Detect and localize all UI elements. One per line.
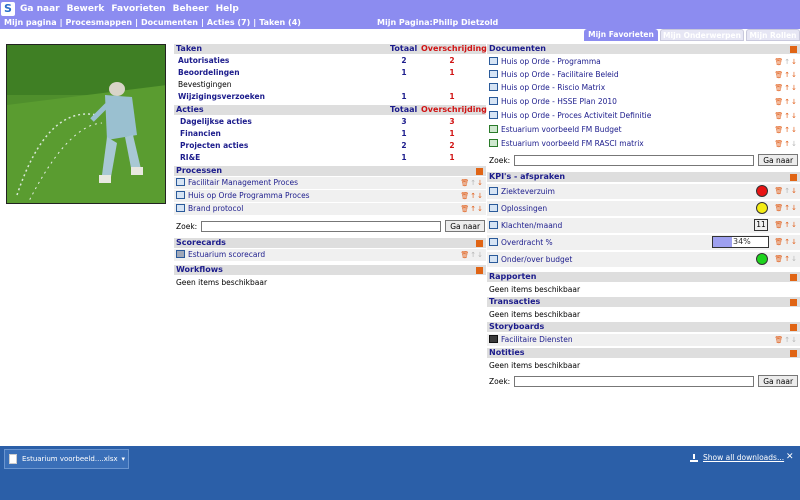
trash-icon[interactable]: 🗑 (460, 179, 471, 187)
flag-icon[interactable] (476, 168, 483, 175)
taken-totaal: 1 (401, 92, 407, 101)
trash-icon[interactable]: 🗑 (774, 71, 785, 79)
taken-row (174, 79, 486, 91)
move-down-icon[interactable]: ↓ (477, 251, 484, 259)
trash-icon[interactable]: 🗑 (774, 187, 785, 195)
document-item[interactable] (487, 110, 800, 122)
trash-icon[interactable]: 🗑 (774, 204, 785, 212)
storyboard-icon (489, 335, 498, 343)
notities-header (487, 348, 800, 358)
taken-row[interactable] (174, 91, 486, 103)
taken-overschrijding: 2 (449, 56, 455, 65)
storyboard-item[interactable] (487, 334, 800, 346)
acties-label[interactable]: Financien (180, 129, 221, 138)
taken-label[interactable]: Beoordelingen (178, 68, 240, 77)
taken-overschrijding: 1 (449, 92, 455, 101)
download-item[interactable] (4, 449, 129, 469)
scorecard-link[interactable]: Estuarium scorecard (188, 250, 266, 259)
item-controls[interactable] (460, 177, 484, 189)
move-up-icon[interactable]: ↑ (784, 187, 792, 195)
subnav-taken[interactable]: Taken (4) (259, 18, 301, 27)
subnav-separator: | (59, 18, 63, 27)
menu-bewerk[interactable]: Bewerk (66, 3, 105, 14)
spreadsheet-icon (489, 125, 498, 133)
storyboard-link[interactable]: Facilitaire Diensten (501, 335, 573, 344)
document-link[interactable]: Huis op Orde - Programma (501, 57, 601, 66)
workflows-title: Workflows (176, 265, 223, 274)
trash-icon[interactable]: 🗑 (460, 205, 471, 213)
app-logo-icon: S (1, 2, 15, 16)
move-up-icon[interactable]: ↑ (784, 126, 792, 134)
move-up-icon[interactable]: ↑ (784, 336, 792, 344)
document-item[interactable] (487, 124, 800, 136)
move-down-icon[interactable]: ↓ (791, 98, 798, 106)
taken-totaal: 2 (401, 56, 407, 65)
move-down-icon[interactable]: ↓ (791, 58, 798, 66)
search-right (489, 374, 798, 388)
acties-row[interactable] (174, 152, 486, 164)
progress-bar (712, 236, 769, 248)
scorecards-title: Scorecards (176, 238, 226, 247)
move-up-icon[interactable]: ↑ (784, 98, 792, 106)
acties-label[interactable]: RI&E (180, 153, 201, 162)
menu-favorieten[interactable]: Favorieten (111, 3, 166, 14)
close-icon[interactable]: ✕ (786, 452, 794, 462)
storyboards-header (487, 322, 800, 332)
transacties-header (487, 297, 800, 307)
document-link[interactable]: Huis op Orde - HSSE Plan 2010 (501, 97, 617, 106)
move-down-icon[interactable]: ↓ (791, 84, 798, 92)
processen-title: Processen (176, 166, 223, 175)
scorecard-icon (176, 250, 185, 258)
move-up-icon[interactable]: ↑ (784, 140, 792, 148)
document-icon (489, 70, 498, 78)
move-down-icon[interactable]: ↓ (791, 336, 798, 344)
item-controls[interactable] (774, 138, 798, 150)
trash-icon[interactable]: 🗑 (774, 112, 785, 120)
process-icon (176, 204, 185, 212)
move-down-icon[interactable]: ↓ (791, 112, 798, 120)
flag-icon[interactable] (790, 350, 797, 357)
trash-icon[interactable]: 🗑 (774, 140, 785, 148)
item-controls[interactable] (460, 203, 484, 215)
flag-icon[interactable] (790, 274, 797, 281)
notities-title: Notities (489, 348, 525, 357)
item-controls[interactable] (774, 184, 798, 199)
kpi-link[interactable]: Ziekteverzuim (501, 187, 555, 196)
kpi-link[interactable]: Klachten/maand (501, 221, 563, 230)
kpi-item[interactable] (487, 218, 800, 233)
item-controls[interactable] (774, 96, 798, 108)
process-link[interactable]: Huis op Orde Programma Proces (188, 191, 310, 200)
spreadsheet-icon (489, 139, 498, 147)
subnav-links (4, 18, 301, 27)
scorecards-header (174, 238, 486, 248)
document-link[interactable]: Huis op Orde - Proces Activiteit Definitie (501, 111, 652, 120)
processen-header (174, 166, 486, 176)
taken-totaal: 1 (401, 68, 407, 77)
item-controls[interactable] (774, 82, 798, 94)
document-icon (489, 111, 498, 119)
download-filename[interactable]: Estuarium voorbeeld....xlsx (22, 455, 118, 463)
kpi-link[interactable]: Oplossingen (501, 204, 548, 213)
move-up-icon[interactable]: ↑ (784, 238, 792, 246)
acties-header (174, 105, 486, 115)
acties-totaal: 1 (401, 129, 407, 138)
process-icon (176, 178, 185, 186)
acties-overschrijding: 1 (449, 129, 455, 138)
rapporten-title: Rapporten (489, 272, 537, 281)
move-up-icon[interactable]: ↑ (784, 255, 792, 263)
move-up-icon[interactable]: ↑ (784, 204, 792, 212)
trash-icon[interactable]: 🗑 (774, 238, 785, 246)
flag-icon[interactable] (790, 174, 797, 181)
tab-mijn-rollen[interactable]: Mijn Rollen (746, 29, 800, 41)
kpi-icon (489, 204, 498, 212)
move-up-icon[interactable]: ↑ (470, 192, 478, 200)
tab-row (0, 29, 800, 41)
move-down-icon[interactable]: ↓ (477, 205, 484, 213)
kpi-item[interactable] (487, 184, 800, 199)
move-up-icon[interactable]: ↑ (784, 112, 792, 120)
menu-help[interactable]: Help (215, 3, 239, 14)
search-go-button[interactable]: Ga naar (445, 220, 485, 232)
chevron-down-icon[interactable]: ▾ (121, 455, 125, 463)
subnav-documenten[interactable]: Documenten (141, 18, 198, 27)
taken-label: Bevestigingen (178, 80, 232, 89)
search-input[interactable] (201, 221, 441, 232)
search-input[interactable] (514, 155, 754, 166)
document-item[interactable] (487, 69, 800, 81)
taken-label[interactable]: Autorisaties (178, 56, 230, 65)
show-all-downloads-link[interactable]: Show all downloads... (703, 453, 785, 462)
item-controls[interactable] (774, 110, 798, 122)
document-link[interactable]: Huis op Orde - Riscio Matrix (501, 83, 606, 92)
subnav-separator: | (253, 18, 257, 27)
trash-icon[interactable]: 🗑 (774, 84, 785, 92)
flag-icon[interactable] (790, 46, 797, 53)
kpi-title: KPI's - afspraken (489, 172, 566, 181)
process-link[interactable]: Facilitair Management Proces (188, 178, 299, 187)
item-controls[interactable] (460, 249, 484, 261)
move-down-icon[interactable]: ↓ (791, 221, 798, 229)
acties-overschrijding: 1 (449, 153, 455, 162)
acties-row[interactable] (174, 140, 486, 152)
search-left (176, 219, 485, 233)
taken-label[interactable]: Wijzigingsverzoeken (178, 92, 265, 101)
transacties-empty: Geen items beschikbaar (489, 310, 581, 319)
documenten-header (487, 44, 800, 54)
move-down-icon[interactable]: ↓ (477, 179, 484, 187)
search-go-button[interactable]: Ga naar (758, 375, 798, 387)
kpi-icon (489, 221, 498, 229)
item-controls[interactable] (774, 69, 798, 81)
acties-totaal: 1 (401, 153, 407, 162)
move-up-icon[interactable]: ↑ (470, 251, 478, 259)
workflows-empty: Geen items beschikbaar (176, 278, 268, 287)
download-icon (690, 454, 698, 462)
move-up-icon[interactable]: ↑ (784, 221, 792, 229)
acties-row[interactable] (174, 116, 486, 128)
flag-icon[interactable] (790, 299, 797, 306)
search-input[interactable] (514, 376, 754, 387)
move-down-icon[interactable]: ↓ (791, 140, 798, 148)
taken-overschrijding: 1 (449, 68, 455, 77)
item-controls[interactable] (774, 201, 798, 216)
item-controls[interactable] (774, 252, 798, 267)
rapporten-header (487, 272, 800, 282)
document-icon (489, 57, 498, 65)
trash-icon[interactable]: 🗑 (774, 255, 785, 263)
taken-title: Taken (176, 44, 203, 53)
move-up-icon[interactable]: ↑ (784, 84, 792, 92)
subnav-mijn-pagina[interactable]: Mijn pagina (4, 18, 57, 27)
process-link[interactable]: Brand protocol (188, 204, 244, 213)
page-user-title: Mijn Pagina:Philip Dietzold (377, 18, 499, 27)
status-indicator (756, 202, 768, 214)
tab-mijn-onderwerpen[interactable]: Mijn Onderwerpen (660, 29, 744, 41)
document-link[interactable]: Estuarium voorbeeld FM Budget (501, 125, 622, 134)
acties-overschrijding: 3 (449, 117, 455, 126)
photo-image (7, 45, 166, 204)
trash-icon[interactable]: 🗑 (774, 98, 785, 106)
search-label: Zoek: (489, 376, 511, 386)
move-down-icon[interactable]: ↓ (791, 204, 798, 212)
documenten-title: Documenten (489, 44, 546, 53)
flag-icon[interactable] (476, 240, 483, 247)
move-down-icon[interactable]: ↓ (791, 238, 798, 246)
acties-totaal: 2 (401, 141, 407, 150)
profile-photo (6, 44, 166, 204)
acties-col-totaal: Totaal (390, 105, 418, 114)
acties-overschrijding: 2 (449, 141, 455, 150)
menu-ga-naar[interactable]: Ga naar (20, 3, 60, 14)
move-down-icon[interactable]: ↓ (791, 187, 798, 195)
acties-label[interactable]: Projecten acties (180, 141, 249, 150)
move-up-icon[interactable]: ↑ (784, 58, 792, 66)
menu-beheer[interactable]: Beheer (172, 3, 209, 14)
process-item[interactable] (174, 203, 486, 215)
process-item[interactable] (174, 177, 486, 189)
status-indicator (756, 185, 768, 197)
kpi-item[interactable] (487, 252, 800, 267)
kpi-link[interactable]: Overdracht % (501, 238, 553, 247)
document-item[interactable] (487, 96, 800, 108)
workflows-header (174, 265, 486, 275)
kpi-icon (489, 238, 498, 246)
item-controls[interactable] (774, 235, 798, 250)
file-icon (9, 454, 17, 464)
flag-icon[interactable] (476, 267, 483, 274)
search-label: Zoek: (489, 155, 511, 165)
process-item[interactable] (174, 190, 486, 202)
taken-col-overschrijding: Overschrijding (421, 44, 487, 53)
move-up-icon[interactable]: ↑ (470, 179, 478, 187)
transacties-title: Transacties (489, 297, 541, 306)
kpi-header (487, 172, 800, 182)
notities-empty: Geen items beschikbaar (489, 361, 581, 370)
move-down-icon[interactable]: ↓ (791, 126, 798, 134)
move-down-icon[interactable]: ↓ (791, 71, 798, 79)
subnav-separator: | (201, 18, 204, 27)
document-icon (489, 97, 498, 105)
sub-navigation-bar (0, 17, 800, 29)
taken-row[interactable] (174, 67, 486, 79)
subnav-acties[interactable]: Acties (7) (206, 18, 251, 27)
document-item[interactable] (487, 138, 800, 150)
process-icon (176, 191, 185, 199)
acties-title: Acties (176, 105, 204, 114)
trash-icon[interactable]: 🗑 (774, 221, 785, 229)
progress-fill (713, 237, 732, 247)
menubar (0, 0, 800, 17)
trash-icon[interactable]: 🗑 (774, 336, 785, 344)
scorecard-item[interactable] (174, 249, 486, 261)
move-up-icon[interactable]: ↑ (784, 71, 792, 79)
search-docs (489, 153, 798, 167)
kpi-icon (489, 187, 498, 195)
kpi-icon (489, 255, 498, 263)
kpi-item[interactable] (487, 235, 800, 250)
trash-icon[interactable]: 🗑 (460, 251, 471, 259)
move-down-icon[interactable]: ↓ (477, 192, 484, 200)
kpi-value: 11 (754, 219, 768, 231)
subnav-separator: | (135, 18, 139, 27)
acties-row[interactable] (174, 128, 486, 140)
taken-row[interactable] (174, 55, 486, 67)
kpi-link[interactable]: Onder/over budget (501, 255, 573, 264)
item-controls[interactable] (774, 56, 798, 68)
document-link[interactable]: Huis op Orde - Facilitaire Beleid (501, 70, 619, 79)
taken-col-totaal: Totaal (390, 44, 418, 53)
search-label: Zoek: (176, 221, 198, 231)
storyboards-title: Storyboards (489, 322, 545, 331)
download-bar (0, 446, 800, 500)
document-icon (489, 83, 498, 91)
trash-icon[interactable]: 🗑 (774, 58, 785, 66)
item-controls[interactable] (774, 334, 798, 346)
taken-header (174, 44, 486, 54)
item-controls[interactable] (774, 218, 798, 233)
move-down-icon[interactable]: ↓ (791, 255, 798, 263)
document-link[interactable]: Estuarium voorbeeld FM RASCI matrix (501, 139, 644, 148)
trash-icon[interactable]: 🗑 (460, 192, 471, 200)
rapporten-empty: Geen items beschikbaar (489, 285, 581, 294)
kpi-item[interactable] (487, 201, 800, 216)
status-indicator (756, 253, 768, 265)
search-go-button[interactable]: Ga naar (758, 154, 798, 166)
item-controls[interactable] (774, 124, 798, 136)
move-up-icon[interactable]: ↑ (470, 205, 478, 213)
acties-label[interactable]: Dagelijkse acties (180, 117, 252, 126)
subnav-procesmappen[interactable]: Procesmappen (65, 18, 133, 27)
acties-col-overschrijding: Overschrijding (421, 105, 487, 114)
flag-icon[interactable] (790, 324, 797, 331)
item-controls[interactable] (460, 190, 484, 202)
progress-label: 34% (733, 237, 751, 246)
acties-totaal: 3 (401, 117, 407, 126)
trash-icon[interactable]: 🗑 (774, 126, 785, 134)
document-item[interactable] (487, 82, 800, 94)
tab-mijn-favorieten[interactable]: Mijn Favorieten (584, 29, 658, 41)
document-item[interactable] (487, 56, 800, 68)
